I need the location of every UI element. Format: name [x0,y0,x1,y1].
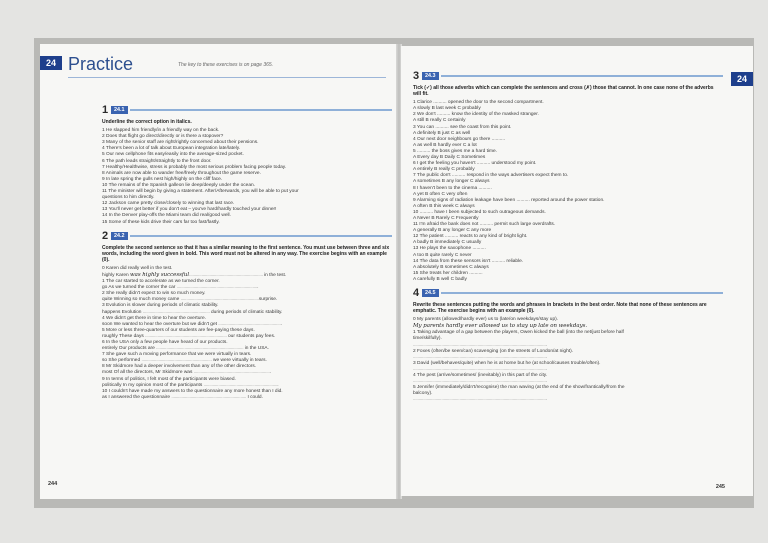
section-header [102,104,392,116]
line-end: in the test. [262,272,287,278]
line-text: balcony). [413,391,433,397]
exercise-line: 14 The data from these sensors isn't .......... reliable. [413,258,524,264]
line-text: 0 My parents (allowed/hardly ever) us to (late/on weekdays/stay up). [413,317,559,323]
exercise-line: 3 Many of the senior staff are right/rightly concerned about their pensions. [102,140,259,146]
exercise-line [413,397,723,403]
exercise-line: 3 You can .......... see the coast from this point. [413,124,512,130]
exercise-line: questions to him directly. [102,195,155,201]
section-rule [130,235,393,237]
line-text: roughly These days [102,333,146,339]
line-text: 2 She really didn't expect to win so much money. [102,291,206,297]
exercise-line: 6 I get the feeling you haven't .......... understood my point. [413,161,537,167]
answer-blank: ..................................................................................................................... [413,366,546,372]
section-code: 24.1 [111,106,128,114]
line-text: 5 Jennifer (immediately/didn't/recognise) the man waving (at the end of the show/frantically/from the [413,385,625,391]
exercise-line: 10 The remains of the Spanish galleon lie deep/deeply under the ocean. [102,182,255,188]
line-end: . [545,354,547,360]
line-text: 1 The car started to accelerate as we turned the corner. [102,279,220,285]
exercise-line: 2 Does that flight go direct/directly or is there a stopover? [102,134,224,140]
answer-blank: ................................................................. [189,272,263,278]
line-text: 8 Mr Skidmore had a deeper involvement than any of the other directors. [102,364,257,370]
answer-blank: ..................................................................................................................... [413,397,546,403]
left-page [40,44,397,499]
line-text: 9 In terms of politics, I felt most of the participants were biased. [102,376,236,382]
line-text: 3 Evolution is slower during periods of climatic stability. [102,303,219,309]
line-end: . [280,321,282,327]
line-text: so She performed [102,358,142,364]
line-text: 4 The pest (arrive/sometimes/ (inevitably) in this part of the city. [413,373,548,379]
exercise-line: 7 The public don't .......... respond in the ways advertisers expect them to. [413,173,569,179]
line-end: our students pay fees. [226,333,276,339]
exercise-line: 2 We don't .......... know the identity of the masked stranger. [413,112,539,118]
section-instruction: Tick (✓) all those adverbs which can complete the sentences and cross (✗) those that cannot. In one case none of the adverbs will fit. [413,85,714,98]
exercise-line: 15 Some of these kids drive their cars far too fast/fastly. [102,219,220,225]
answer-blank: ........................................................... [142,309,210,315]
line-end: . [257,285,259,291]
line-end: . [269,370,271,376]
exercise-line: A too B quite rarely C never [413,252,472,258]
exercise-line: 13 He plays the saxophone .......... [413,246,486,252]
line-text: 3 David (well/behaves/quite) when he is at home but he (at school/causes trouble/often). [413,360,601,366]
section-rule [441,75,724,77]
line-end: I could. [246,394,263,400]
section-header [102,230,392,242]
exercise-line: A slowly B last week C probably [413,106,481,112]
answer-blank: ........................................................................ [145,333,227,339]
unit-tab-right: 24 [731,72,753,86]
section-instruction: Rewrite these sentences putting the words and phrases in brackets in the best order. Note that none of these sentences are emphatic. The exercise begins with an example (0). [413,302,707,315]
handwritten-answer: My parents hardly ever allowed us to stay up late on weekdays. [413,323,588,330]
section-header [413,287,723,299]
exercise-line [102,272,392,279]
exercise-line: 8 I haven't been to the cinema .......... [413,185,492,191]
exercise-line: A generally B any longer C any more [413,228,492,234]
section-rule [130,109,393,111]
line-end: . [545,397,547,403]
answer-key-note: The key to these exercises is on page 365. [178,62,274,68]
answer-blank: .............................................................. [141,358,212,364]
section-instruction: Underline the correct option in italics. [102,119,192,125]
line-text: as I answered the questionnaire [102,394,172,400]
line-text: 10 I couldn't have made my answers to the questionnaire any more honest than I did. [102,388,283,394]
answer-blank: ............................................................................. [156,346,244,352]
exercise-line: A entirely B really C probably [413,167,475,173]
section-rule [441,292,724,294]
page-number-right: 245 [715,484,725,490]
page-number-left: 244 [48,481,58,487]
section-code: 24.2 [111,232,128,240]
exercise-line: 9 In late spring the gulls nest high/highly on the cliff face. [102,176,223,182]
exercise-line: 7 Healthy/Healthwise, stress is probably the most serious problem facing people today. [102,164,287,170]
exercise-line: 14 In the Denver play-offs the Miami team did real/good well. [102,213,231,219]
section-code: 24.3 [422,72,439,80]
answer-blank: ..................................................................................................................... [413,354,546,360]
exercise-line: 10 .......... have I been subjected to such outrageous demands. [413,209,546,215]
section-instruction: Complete the second sentence so that it has a similar meaning to the first sentence. You must use between three and six words, including the word given in bold. This word must not be altered in any way. The exercise begins with an example (0). [102,244,390,263]
line-end: . [545,379,547,385]
exercise-line: 4 There's been a lot of talk about European integration late/lately. [102,146,241,152]
line-text: time/skilfully). [413,336,442,342]
section-number: 3 [413,70,420,82]
unit-tab-left: 24 [40,56,62,70]
line-text: go As we turned the corner the car [102,285,177,291]
line-text: entirely Our products are [102,346,157,352]
exercise-line: A Never B Rarely C Frequently [413,215,479,221]
exercise-line: A definitely B just C as well [413,130,471,136]
section-number: 1 [102,104,109,116]
line-text: 4 We didn't get there in time to hear the overture. [102,315,207,321]
exercise-line: A Every day B Daily C Sometimes [413,155,486,161]
line-text: highly Karen [102,272,130,278]
section-code: 24.5 [422,289,439,297]
section-number: 4 [413,287,420,299]
line-text: quite Winning so much money came [102,297,181,303]
exercise-line: 15 She treats her children .......... [413,270,483,276]
exercise-line [102,395,392,401]
line-text: soon We wanted to hear the overture but we didn't get [102,321,219,327]
exercise-line: A badly B immediately C usually [413,240,482,246]
exercise-line: A carefully B well C badly [413,276,467,282]
answer-blank: ..................................................................... [180,297,259,303]
section-number: 2 [102,229,109,242]
answer-blank: ....................................................................... [176,285,258,291]
exercise-line: 12 Jackson came pretty close/closely to winning that last race. [102,201,235,207]
line-text: 1 Taking advantage of a gap between the players, Owen kicked the ball (into the net/just before half [413,330,624,336]
right-page [401,46,753,496]
handwritten-answer: was highly successful [130,271,190,278]
line-end: surprise. [258,297,278,303]
line-text: 0 Karen did really well in the test. [102,265,173,271]
line-text: 7 She gave such a moving performance that we were virtually in tears. [102,352,252,358]
exercise-line: 1 Clarice .......... opened the door to the second compartment. [413,100,544,106]
exercise-line: 13 You'll never get better if you don't eat – you've hard/hardly touched your dinner! [102,207,277,213]
line-end: in the USA. [243,346,269,352]
left-content [102,100,392,401]
line-text: politically In my opinion most of the participants [102,382,204,388]
exercise-line: A absolutely B sometimes C always [413,264,489,270]
line-text: 2 Foxes (often/be seen/can) scavenging (on the streets of London/at night). [413,348,573,354]
page-title: Practice [68,54,134,74]
answer-blank: .................................................................. [171,394,247,400]
answer-blank: ....................................................... [218,321,281,327]
exercise-line: A often B this week C always [413,203,475,209]
exercise-line: A sometimes B any longer C always [413,179,490,185]
line-text: happens Evolution [102,309,143,315]
title-row [68,54,388,78]
line-text: most Of all the directors, Mr Skidmore was [102,370,194,376]
exercise-line: 11 The minister will begin by giving a statement. After/Afterwards, you will be able to put your [102,189,299,195]
line-end: during periods of climatic stability. [209,309,283,315]
line-end: . [277,382,279,388]
line-text: 5 More or less three-quarters of our students are fee-paying these days. [102,327,255,333]
section-header [413,70,723,82]
line-end: . [545,342,547,348]
exercise-line: 6 The path leads straight/straightly to the front door. [102,158,212,164]
exercise-line: A yet B often C very often [413,191,468,197]
exercise-line: 12 The patient .......... reacts to any kind of bright light. [413,234,528,240]
line-end: . [545,366,547,372]
exercise-line: 5 Our new cellphone fits easy/easily into the average-sized pocket. [102,152,244,158]
answer-blank: ..................................................................................................................... [413,342,546,348]
exercise-line: 1 He slapped him friendly/in a friendly way on the back. [102,128,220,134]
exercise-line: 8 Animals are now able to wander free/freely throughout the game reserve. [102,170,261,176]
line-end: we were virtually in tears. [211,358,267,364]
exercise-line: 11 I'm afraid the bank does not .......... permit such large overdrafts. [413,222,556,228]
exercise-line: A still B really C certainly [413,118,466,124]
answer-blank: ..................................................................................................................... [413,379,546,385]
exercise-line: 5 .......... the boss gives me a hard time. [413,148,497,154]
exercise-line: A as well B hardly ever C a lot [413,142,477,148]
answer-blank: ................................................................... [193,370,270,376]
exercise-line: 4 Our next door neighbours go there .......... [413,136,505,142]
exercise-line: 9 Alarming signs of radiation leakage have been .......... reported around the power station. [413,197,605,203]
answer-blank: ................................................................. [203,382,278,388]
right-content [413,66,723,404]
line-text: 6 In the USA only a few people have heard of our products. [102,340,228,345]
